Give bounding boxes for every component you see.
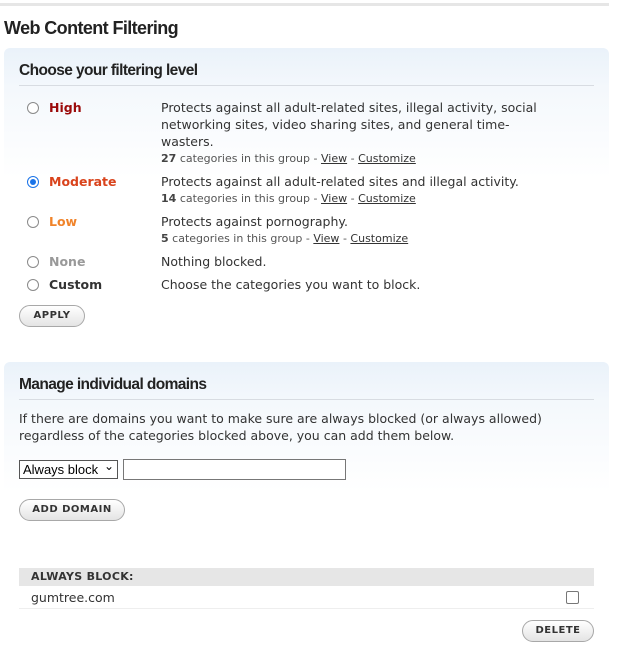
view-link-moderate[interactable]: View	[320, 192, 348, 205]
top-divider	[0, 3, 609, 6]
chevron-down-icon: ⌄	[103, 460, 114, 473]
apply-button[interactable]: APPLY	[19, 305, 85, 327]
level-label-custom[interactable]: Custom	[49, 277, 103, 292]
radio-none[interactable]	[27, 256, 39, 268]
radio-low[interactable]	[27, 216, 39, 228]
delete-button[interactable]: DELETE	[522, 620, 594, 642]
level-body-custom	[161, 276, 597, 293]
level-label-moderate[interactable]: Moderate	[49, 174, 117, 189]
view-link-high[interactable]: View	[320, 152, 348, 165]
level-body-low	[161, 213, 597, 247]
domain-select-checkbox[interactable]	[566, 591, 579, 604]
block-mode-select[interactable]	[19, 460, 118, 479]
view-link-low[interactable]: View	[313, 232, 340, 245]
block-mode-selected: Always block	[23, 462, 99, 477]
level-body-none	[161, 253, 597, 270]
link-separator: -	[342, 232, 347, 245]
level-row-none	[27, 253, 597, 270]
manage-domains-title: Manage individual domains	[19, 376, 207, 393]
level-label-low[interactable]: Low	[49, 214, 78, 229]
level-label-none[interactable]: None	[49, 254, 86, 269]
category-count-text: categories in this group -	[179, 152, 318, 165]
level-meta-low	[161, 231, 597, 247]
level-row-low	[27, 213, 597, 247]
level-description-low: Protects against pornography.	[161, 214, 348, 229]
level-row-moderate	[27, 173, 597, 207]
page-title: Web Content Filtering	[4, 18, 179, 38]
category-count-text: categories in this group -	[172, 232, 310, 245]
link-separator: -	[350, 152, 355, 165]
manage-domains-intro: If there are domains you want to make sure are always blocked (or always allowed) regardless of the categories blocked above, you can add them below.	[19, 411, 542, 443]
level-body-moderate	[161, 173, 597, 207]
level-description-high: Protects against all adult-related sites, illegal activity, social networking sites, video sharing sites, and general time-wasters.	[161, 100, 537, 149]
add-domain-button[interactable]: ADD DOMAIN	[19, 499, 125, 521]
category-count: 14	[161, 192, 177, 205]
category-count: 5	[161, 232, 169, 245]
radio-moderate[interactable]	[27, 176, 39, 188]
level-body-high	[161, 99, 597, 167]
customize-link-high[interactable]: Customize	[358, 152, 416, 165]
domain-input[interactable]	[123, 459, 346, 480]
filtering-level-list	[27, 99, 597, 299]
category-count-text: categories in this group -	[179, 192, 318, 205]
list-item	[19, 586, 594, 609]
level-meta-moderate	[161, 191, 597, 207]
level-label-high[interactable]: High	[49, 100, 82, 115]
level-row-high	[27, 99, 597, 167]
level-description-moderate: Protects against all adult-related sites and illegal activity.	[161, 174, 519, 189]
radio-custom[interactable]	[27, 279, 39, 291]
panel-divider	[19, 85, 594, 86]
level-description-none: Nothing blocked.	[161, 254, 267, 269]
customize-link-moderate[interactable]: Customize	[358, 192, 416, 205]
panel-divider	[19, 399, 594, 400]
radio-high[interactable]	[27, 102, 39, 114]
always-block-list-header: ALWAYS BLOCK:	[19, 568, 594, 586]
category-count: 27	[161, 152, 177, 165]
domain-name: gumtree.com	[31, 590, 115, 605]
level-row-custom	[27, 276, 597, 293]
level-meta-high	[161, 151, 597, 167]
link-separator: -	[350, 192, 355, 205]
customize-link-low[interactable]: Customize	[350, 232, 409, 245]
filtering-level-title: Choose your filtering level	[19, 62, 198, 79]
level-description-custom: Choose the categories you want to block.	[161, 277, 421, 292]
